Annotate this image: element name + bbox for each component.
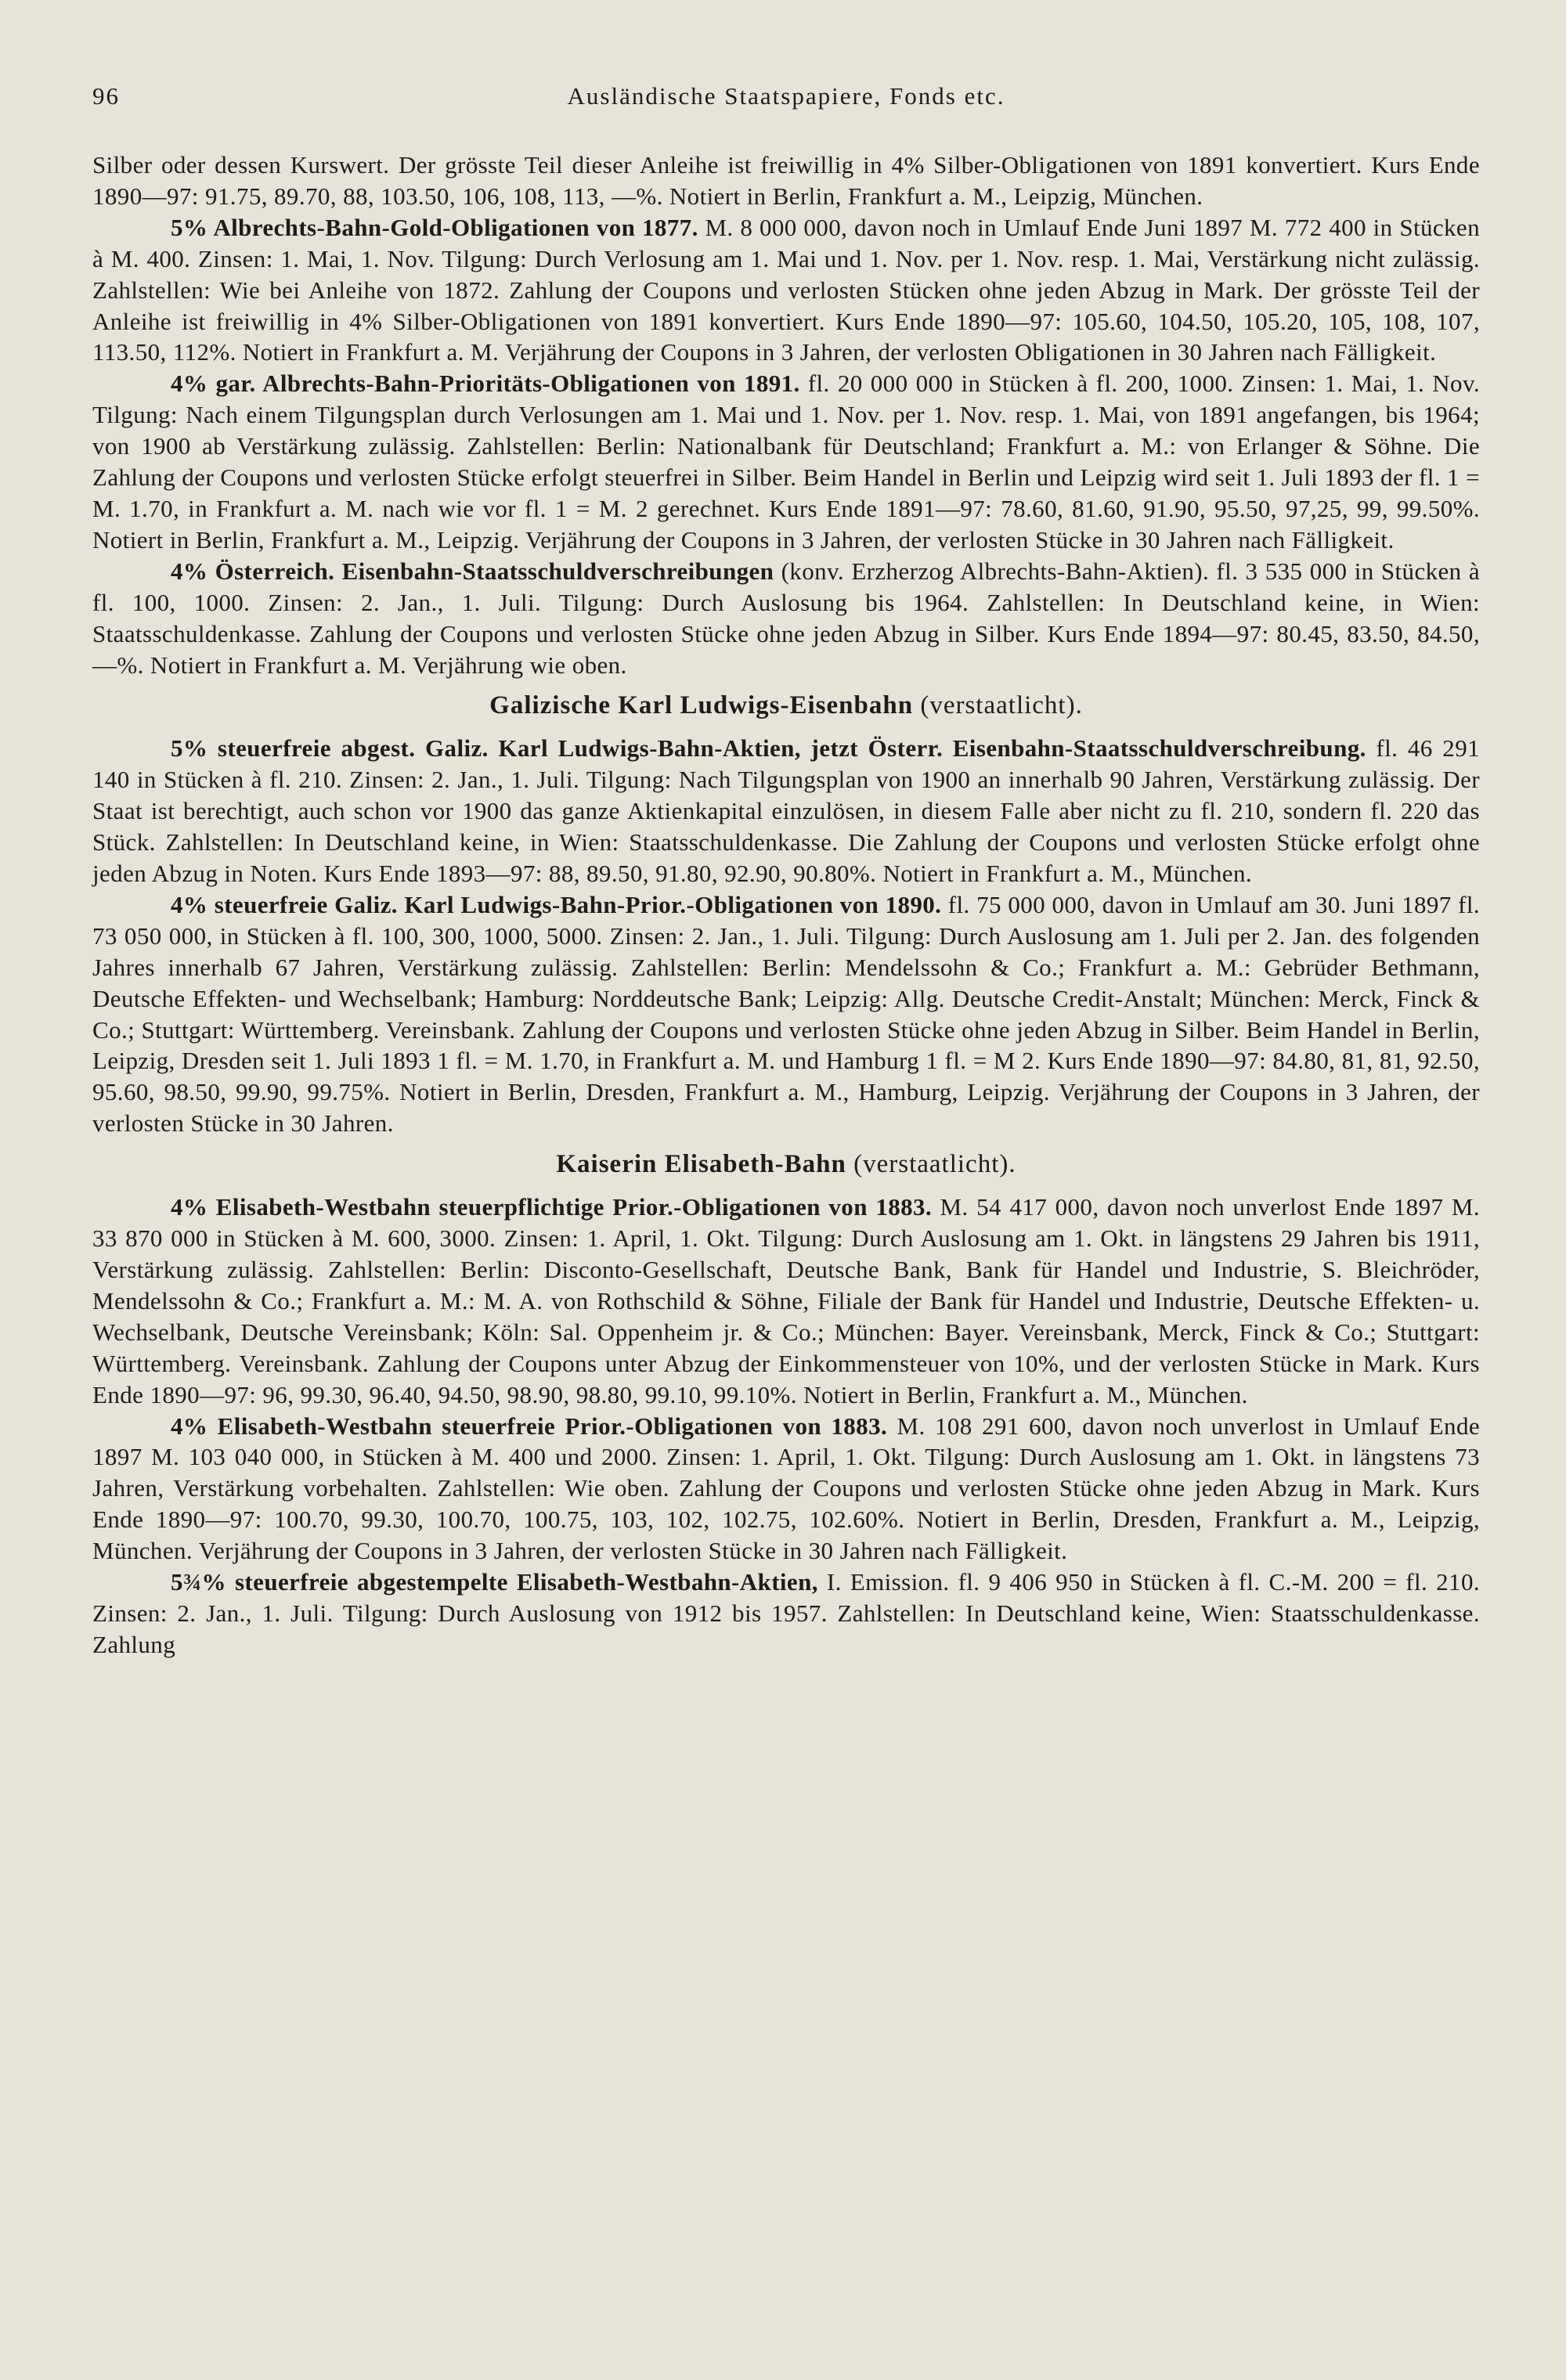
entry-elisabeth-aktien [92, 1567, 1480, 1661]
entry-body: fl. 20 000 000 in Stücken à fl. 200, 1000. Zinsen: 1. Mai, 1. Nov. Tilgung: Nach einem Tilgungsplan durch Verlosungen am 1. Mai und 1. Nov. per 1. Nov. resp. 1. Mai, von 1891 angefangen, bis 1964; von 1900 ab Verstärkung zulässig. Zahlstellen: Berlin: Nationalbank für Deutschland; Frankfurt a. M.: von Erlanger & Söhne. Die Zahlung der Coupons und verlosten Stücke erfolgt steuerfrei in Silber. Beim Handel in Berlin und Leipzig wird seit 1. Juli 1893 der fl. 1 = M. 1.70, in Frankfurt a. M. nach wie vor fl. 1 = M. 2 gerechnet. Kurs Ende 1891—97: 78.60, 81.60, 91.90, 95.50, 97,25, 99, 99.50%. Notiert in Berlin, Frankfurt a. M., Leipzig. Verjährung der Coupons in 3 Jahren, der verlosten Stücke in 30 Jahren nach Fälligkeit. [92, 370, 1480, 554]
section-heading-kaiserin: Kaiserin Elisabeth-Bahn (verstaatlicht). [556, 1150, 1016, 1179]
entry-title: 4% gar. Albrechts-Bahn-Prioritäts-Obligationen von 1891. [171, 370, 800, 398]
paragraph-silber-continuation: Silber oder dessen Kurswert. Der grösste Teil dieser Anleihe ist freiwillig in 4% Silber-Obligationen von 1891 konvertiert. Kurs Ende 1890—97: 91.75, 89.70, 88, 103.50, 106, 108, 113, —%. Notiert in Berlin, Frankfurt a. M., Leipzig, München. [92, 151, 1480, 210]
entry-body: (konv. Erzherzog Albrechts-Bahn-Aktien). fl. 3 535 000 in Stücken à fl. 100, 1000. Zinsen: 2. Jan., 1. Juli. Tilgung: Durch Auslosung bis 1964. Zahlstellen: In Deutschland keine, in Wien: Staatsschuldenkasse. Zahlung der Coupons und verlosten Stücke ohne jeden Abzug in Silber. Kurs Ende 1894—97: 80.45, 83.50, 84.50, —%. Notiert in Frankfurt a. M. Verjährung wie oben. [92, 557, 1480, 679]
entry-galiz-prior-1890 [92, 889, 1480, 1139]
entry-title: 5¾% steuerfreie abgestempelte Elisabeth-Westbahn-Aktien, [171, 1568, 818, 1596]
entry-title: 5% Albrechts-Bahn-Gold-Obligationen von 1877. [171, 213, 698, 241]
entry-body: I. Emission. fl. 9 406 950 in Stücken à fl. C.-M. 200 = fl. 210. Zinsen: 2. Jan., 1. Juli. Tilgung: Durch Auslosung von 1912 bis 1957. Zahlstellen: In Deutschland keine, Wien: Staatsschuldenkasse. Zahlung [92, 1568, 1480, 1658]
entry-albrechts-prior-1891 [92, 368, 1480, 555]
entry-elisabeth-steuerfrei [92, 1411, 1480, 1567]
entry-body: M. 54 417 000, davon noch unverlost Ende 1897 M. 33 870 000 in Stücken à M. 600, 3000. Zinsen: 1. April, 1. Okt. Tilgung: Durch Auslosung am 1. Okt. in längstens 29 Jahren bis 1911, Verstärkung zulässig. Zahlstellen: Berlin: Disconto-Gesellschaft, Deutsche Bank, Bank für Handel und Industrie, S. Bleichröder, Mendelssohn & Co.; Frankfurt a. M.: M. A. von Rothschild & Söhne, Filiale der Bank für Handel und Industrie, Deutsche Effekten- u. Wechselbank, Deutsche Vereinsbank; Köln: Sal. Oppenheim jr. & Co.; München: Bayer. Vereinsbank, Merck, Finck & Co.; Stuttgart: Württemberg. Vereinsbank. Zahlung der Coupons unter Abzug der Einkommensteuer von 10%, und der verlosten Stücke in Mark. Kurs Ende 1890—97: 96, 99.30, 96.40, 94.50, 98.90, 98.80, 99.10, 99.10%. Notiert in Berlin, Frankfurt a. M., München. [92, 1193, 1480, 1408]
entry-title: 4% Österreich. Eisenbahn-Staatsschuldverschreibungen [171, 557, 774, 585]
entry-oesterr-staatsschuld [92, 556, 1480, 681]
entry-title: 4% steuerfreie Galiz. Karl Ludwigs-Bahn-Prior.-Obligationen von 1890. [171, 890, 942, 918]
entry-title: 5% steuerfreie abgest. Galiz. Karl Ludwigs-Bahn-Aktien, jetzt Österr. Eisenbahn-Staatsschuldverschreibung. [171, 734, 1366, 763]
entry-body: fl. 46 291 140 in Stücken à fl. 210. Zinsen: 2. Jan., 1. Juli. Tilgung: Nach Tilgungsplan von 1900 an innerhalb 90 Jahren, Verstärkung zulässig. Der Staat ist berechtigt, auch schon vor 1900 das ganze Aktienkapital einzulösen, in diesem Falle aber nicht zu fl. 210, sondern fl. 220 das Stück. Zahlstellen: In Deutschland keine, in Wien: Staatsschuldenkasse. Die Zahlung der Coupons und verlosten Stücke erfolgt ohne jeden Abzug in Noten. Kurs Ende 1893—97: 88, 89.50, 91.80, 92.90, 90.80%. Notiert in Frankfurt a. M., München. [92, 734, 1481, 888]
section-heading-galizische: Galizische Karl Ludwigs-Eisenbahn (verstaatlicht). [489, 691, 1083, 720]
entry-title: 4% Elisabeth-Westbahn steuerfreie Prior.-Obligationen von 1883. [171, 1412, 888, 1440]
page-title: Ausländische Staatspapiere, Fonds etc. [567, 82, 1005, 110]
entry-albrechts-gold-1877 [92, 212, 1480, 369]
entry-galiz-aktien [92, 733, 1480, 889]
entry-body: M. 108 291 600, davon noch unverlost in Umlauf Ende 1897 M. 103 040 000, in Stücken à M. 400 und 2000. Zinsen: 1. April, 1. Okt. Tilgung: Durch Auslosung am 1. Okt. in längstens 73 Jahren, Verstärkung vorbehalten. Zahlstellen: Wie oben. Zahlung der Coupons und verlosten Stücke ohne jeden Abzug in Mark. Kurs Ende 1890—97: 100.70, 99.30, 100.70, 100.75, 103, 102, 102.75, 102.60%. Notiert in Berlin, Dresden, Frankfurt a. M., Leipzig, München. Verjährung der Coupons in 3 Jahren, der verlosten Stücke in 30 Jahren nach Fälligkeit. [92, 1412, 1480, 1565]
running-header [92, 82, 1480, 132]
entry-title: 4% Elisabeth-Westbahn steuerpflichtige Prior.-Obligationen von 1883. [171, 1193, 933, 1221]
entry-body: M. 8 000 000, davon noch in Umlauf Ende Juni 1897 M. 772 400 in Stücken à M. 400. Zinsen: 1. Mai, 1. Nov. Tilgung: Durch Verlosung am 1. Mai und 1. Nov. per 1. Nov. resp. 1. Mai, Verstärkung nicht zulässig. Zahlstellen: Wie bei Anleihe von 1872. Zahlung der Coupons und verlosten Stücken ohne jeden Abzug in Mark. Der grösste Teil der Anleihe ist freiwillig in 4% Silber-Obligationen von 1891 konvertiert. Kurs Ende 1890—97: 105.60, 104.50, 105.20, 105, 108, 107, 113.50, 112%. Notiert in Frankfurt a. M. Verjährung der Coupons in 3 Jahren, der verlosten Obligationen in 30 Jahren nach Fälligkeit. [92, 213, 1480, 366]
page-content [92, 150, 1480, 1661]
entry-body: fl. 75 000 000, davon in Umlauf am 30. Juni 1897 fl. 73 050 000, in Stücken à fl. 100, 300, 1000, 5000. Zinsen: 2. Jan., 1. Juli. Tilgung: Durch Auslosung am 1. Juli per 2. Jan. des folgenden Jahres innerhalb 67 Jahren, Verstärkung zulässig. Zahlstellen: Berlin: Mendelssohn & Co.; Frankfurt a. M.: Gebrüder Bethmann, Deutsche Effekten- und Wechselbank; Hamburg: Norddeutsche Bank; Leipzig: Allg. Deutsche Credit-Anstalt; München: Merck, Finck & Co.; Stuttgart: Württemberg. Vereinsbank. Zahlung der Coupons und verlosten Stücke ohne jeden Abzug in Silber. Beim Handel in Berlin, Leipzig, Dresden seit 1. Juli 1893 1 fl. = M. 1.70, in Frankfurt a. M. und Hamburg 1 fl. = M 2. Kurs Ende 1890—97: 84.80, 81, 81, 92.50, 95.60, 98.50, 99.90, 99.75%. Notiert in Berlin, Dresden, Frankfurt a. M., Hamburg, Leipzig. Verjährung der Coupons in 3 Jahren, der verlosten Stücke in 30 Jahren. [92, 890, 1480, 1138]
page-number: 96 [92, 82, 120, 110]
entry-elisabeth-steuerpflichtig [92, 1192, 1480, 1410]
